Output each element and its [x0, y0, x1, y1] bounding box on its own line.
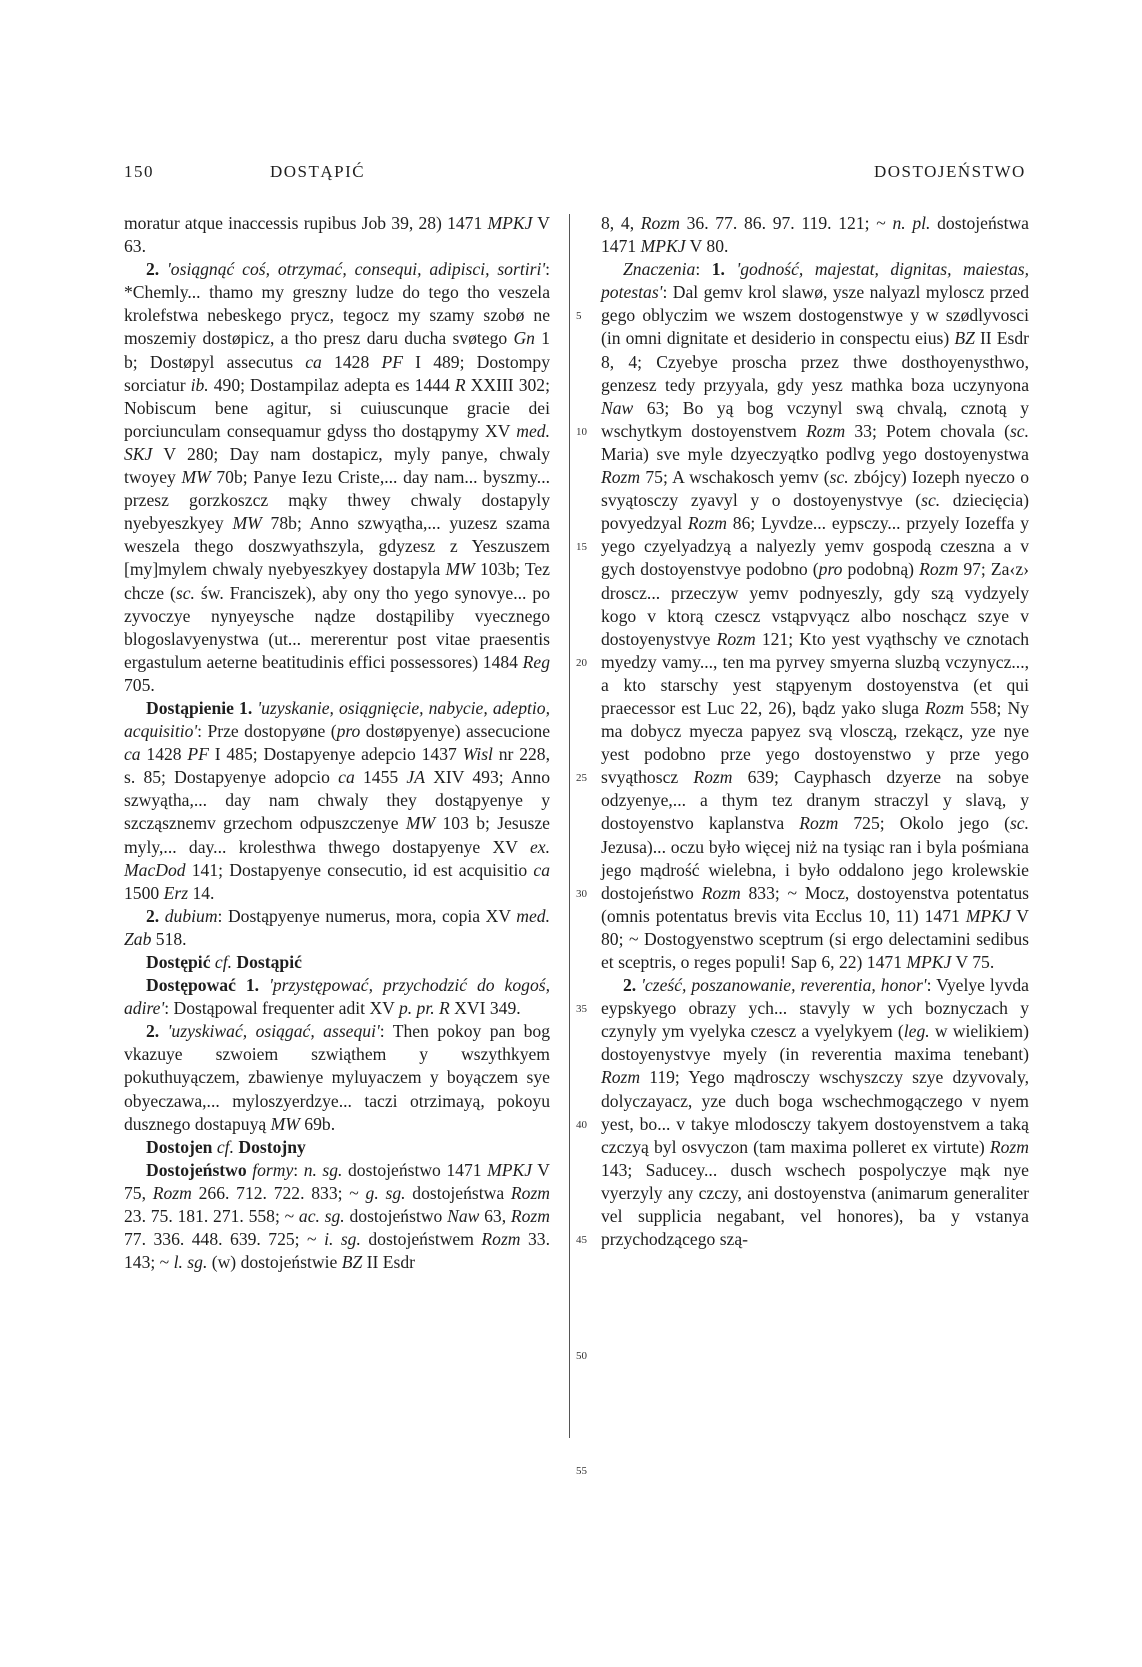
italic-text: MPKJ: [487, 213, 533, 233]
line-number: 10: [576, 425, 587, 438]
entry-text: V 280; Day nam dostapicz, myly panye, chwaly twoyey: [124, 443, 550, 488]
entry-text: : Vyelye lyvda eypskyego obrazy ych... stavyly w ych boznyczach y czynyly ym vyelyka czescz a vyelykyem (: [601, 975, 1029, 1042]
dictionary-paragraph: [124, 212, 550, 258]
italic-text: 'przystępować, przychodzić do kogoś, adire': [124, 975, 550, 1019]
italic-text: pro: [818, 559, 843, 580]
entry-text: 1428: [321, 351, 382, 372]
entry-text: dostojeństwa 1471: [601, 213, 1029, 257]
entry-text: 1 b; Dostøpyl assecutus: [124, 328, 551, 372]
entry-text: :: [293, 1159, 304, 1180]
italic-text: Rozm: [693, 767, 733, 788]
italic-text: sc.: [829, 467, 849, 488]
italic-text: cf.: [216, 1136, 234, 1157]
dictionary-paragraph: [124, 697, 550, 905]
entry-text: św. Franciszek), aby ony tho yego synovye... po zyvoczye nynyeysche nądze dostąpiliby vyecznego blogoslavyenystwa (ut... mererentur post vitae praesentis ergastulum aeterne beatitudinis effici possessores) 1484: [124, 582, 550, 672]
line-number: 15: [576, 541, 587, 554]
entry-text: : Prze dostopyøne (: [197, 721, 337, 742]
entry-text: XVI 349.: [449, 998, 521, 1019]
entry-text: dostøpyenye) assecucione: [360, 721, 551, 742]
italic-text: MPKJ: [906, 952, 952, 972]
italic-text: Rozm: [152, 1182, 192, 1203]
entry-text: 86; Lyvdze... eypsczy... przyely Iozeffa y yego czyelyadzyą a nalyezly yemv gospodą czeszna a v gych dostoyenstvye podobno (: [601, 513, 1030, 580]
entry-text: 33; Potem chovala (: [845, 420, 1010, 441]
italic-text: Rozm: [481, 1229, 521, 1250]
entry-text: XIV 493; Anno szwyątha,... day nam chwaly they dostąpyenye y szcząsznemv grzechom odpuszczenye: [124, 767, 551, 834]
italic-text: Rozm: [989, 1136, 1029, 1157]
italic-text: ca: [124, 744, 141, 765]
italic-text: Naw: [447, 1206, 480, 1227]
entry-text: 141; Dostapyenye consecutio, id est acquisitio: [185, 859, 534, 880]
dictionary-paragraph: [601, 212, 1029, 258]
entry-text: 1428: [140, 744, 188, 765]
dictionary-paragraph: [124, 905, 550, 951]
entry-text: 103 b; Jesusze myly,... day... krolesthwa thwego dostapyenye XV: [124, 813, 550, 857]
italic-text: Rozm: [510, 1206, 550, 1227]
entry-text: V 75,: [124, 1159, 550, 1203]
entry-text: w wielikiem) dostoyenystvye myely (in reverentia maxima tenebant): [601, 1021, 1029, 1065]
entry-text: 143; Saducey... dusch wschech pospolyczye mąk nye vyerzyly any czczy, ani dostoyenstva (animarum generaliter vel supplicia negabant, vel honores), ba y vstanya przychodzącego szą-: [601, 1159, 1029, 1250]
entry-text: 70b; Panye Iezu Criste,... day nam... byszmy... przesz gorzkoszcz mąky thwey chwaly dostapyly nyebyeszkyey: [124, 467, 550, 534]
entry-text: (w) dostojeństwie: [207, 1252, 342, 1273]
italic-text: Rozm: [925, 697, 965, 718]
entry-text: 119; Yego mądrosczy wschyszczy szye dzyvovaly, dolyczayacz, yze duch boga wschechmogączego v nyem yest, bo... v takye mlodosczy takyem dostoyenstvem a taką czczyą byl osvyczon (tam maxima polleret ex virtute): [601, 1067, 1029, 1157]
entry-text: 33. 143; ~: [124, 1229, 550, 1273]
italic-text: MW: [232, 513, 262, 534]
dictionary-paragraph: [124, 1020, 550, 1135]
entry-text: : Dostąpyenye numerus, mora, copia XV: [217, 905, 517, 926]
italic-text: PF: [187, 744, 209, 765]
italic-text: R: [454, 374, 466, 395]
right-running-head: DOSTOJEŃSTWO: [874, 162, 1026, 181]
entry-text: 725; Okolo jego (: [838, 813, 1010, 834]
headword-text: Dostąpić: [236, 952, 302, 972]
headword-text: 2.: [146, 905, 160, 926]
headword-text: 2.: [623, 975, 637, 996]
italic-text: p. pr. R: [398, 998, 450, 1019]
italic-text: med. SKJ: [124, 420, 550, 464]
italic-text: ca: [305, 351, 322, 372]
entry-text: dostojeństwa: [405, 1182, 511, 1203]
left-running-head: DOSTĄPIĆ: [270, 162, 366, 181]
headword-text: 2.: [146, 259, 160, 280]
italic-text: PF: [381, 351, 403, 372]
italic-text: Znaczenia: [623, 259, 696, 280]
italic-text: Rozm: [799, 813, 839, 834]
entry-text: I 485; Dostapyenye adepcio 1437: [208, 744, 463, 765]
italic-text: Rozm: [640, 213, 680, 233]
headword-text: 2.: [146, 1021, 160, 1042]
entry-text: 103b; Tez chcze (: [124, 559, 550, 603]
right-column: [601, 212, 1029, 1251]
italic-text: Wisl: [462, 744, 493, 765]
line-number: 35: [576, 1003, 587, 1016]
italic-text: Rozm: [716, 628, 756, 649]
entry-text: :: [695, 259, 712, 280]
line-number: 25: [576, 772, 587, 785]
italic-text: 'uzyskiwać, osiągać, assequi': [167, 1021, 380, 1042]
italic-text: dubium: [164, 905, 218, 926]
entry-text: V 75.: [951, 952, 995, 972]
italic-text: cf.: [214, 952, 233, 972]
entry-text: 97; Za‹z› droscz... przeczyw yemv podnyeszly, gdy szą vydzyely kogo v ktorą czescz vstąpvyącz albo noschącz szye v dostoyenystvye: [601, 559, 1029, 649]
entry-text: : Then pokoy pan bog vkazuye szwoiem szwiąthem y wszythkyem pokuthuyączem, zbawienye myluyaczem y boyączem sye obyeczawa,... myloszyerdzye... taczi otrzimayą, pokoyu dusznego dostapuyą: [124, 1021, 550, 1134]
italic-text: Rozm: [601, 1067, 641, 1088]
entry-text: 36. 77. 86. 97. 119. 121; ~: [679, 213, 893, 233]
italic-text: Erz: [163, 882, 189, 903]
entry-text: 8, 4,: [601, 213, 641, 233]
line-number: 5: [576, 310, 582, 323]
italic-text: formy: [252, 1159, 294, 1180]
entry-text: zbójcy) Iozeph nyeczo o svyątosczy zyavyl y o dostoyenystvye (: [601, 467, 1029, 511]
entry-text: 23. 75. 181. 271. 558; ~: [124, 1206, 299, 1227]
italic-text: JA: [406, 767, 425, 788]
line-number: 40: [576, 1118, 587, 1131]
italic-text: ib.: [190, 374, 209, 395]
dictionary-paragraph: [124, 951, 550, 974]
italic-text: ex. MacDod: [124, 836, 550, 880]
entry-text: [159, 259, 167, 279]
italic-text: med. Zab: [124, 905, 550, 949]
entry-text: nr 228, s. 85; Dostapyenye adopcio: [124, 744, 550, 788]
page-number: 150: [124, 162, 154, 181]
italic-text: i. sg.: [324, 1229, 361, 1250]
entry-text: V 63.: [124, 213, 550, 257]
entry-text: 63,: [479, 1206, 511, 1227]
italic-text: MW: [445, 559, 475, 580]
italic-text: ac. sg.: [298, 1206, 345, 1227]
line-number: 45: [576, 1234, 587, 1247]
entry-text: 14.: [188, 882, 215, 903]
italic-text: n. pl.: [892, 213, 931, 233]
line-number: 50: [576, 1349, 587, 1362]
line-number: 20: [576, 656, 587, 669]
headword-text: Dostępić: [146, 952, 211, 972]
headword-text: Dostojen: [146, 1136, 213, 1157]
entry-text: dostojeństwem: [360, 1229, 482, 1250]
italic-text: BZ: [954, 328, 975, 349]
italic-text: MPKJ: [487, 1159, 533, 1180]
entry-text: podobną): [842, 559, 920, 580]
entry-text: 78b; Anno szwyątha,... yuzesz szama weszela thego doszwyathszyla, gdyzesz z Yeszuszem [my]mylem chwaly nyebyeszkyey dostapyla: [124, 513, 550, 580]
entry-text: : *Chemly... thamo my greszny ludze do tego tho veszela krolefstwa nebeskego prycz, tegocz my szamy szobø ne moszemiy dostøpicz, a tho presz daru ducha svøtego: [124, 259, 550, 349]
entry-text: [159, 1021, 167, 1041]
entry-text: : Dostąpowal frequenter adit XV: [164, 998, 399, 1019]
italic-text: MPKJ: [640, 236, 686, 257]
italic-text: leg.: [903, 1021, 930, 1042]
entry-text: Jezusa)... oczu było więcej niż na tysiąc ran i byla pośmiana jego mądrość wielebna, i było oddalono jego krolewskie dostojeństwo: [601, 836, 1029, 903]
italic-text: Rozm: [701, 882, 741, 903]
entry-text: [725, 259, 737, 279]
entry-text: 63; Bo yą bog vczynyl swą chvalą, cznotą y wschytkym dostoyenstvem: [601, 397, 1029, 441]
italic-text: g. sg.: [365, 1182, 406, 1203]
italic-text: pro: [336, 721, 361, 742]
italic-text: MW: [181, 467, 211, 488]
left-column: [124, 212, 550, 1274]
entry-text: 69b.: [299, 1113, 336, 1134]
dictionary-paragraph: [124, 258, 550, 697]
entry-text: 1455: [354, 767, 407, 788]
italic-text: BZ: [341, 1252, 363, 1273]
italic-text: Rozm: [510, 1182, 551, 1203]
entry-text: 833; ~ Mocz, dostoyenstva potentatus (omnis potentatus brevis vita Ecclus 10, 11) 1471: [601, 882, 1029, 926]
entry-text: 77. 336. 448. 639. 725; ~: [124, 1229, 325, 1250]
entry-text: : Dal gemv krol slawø, ysze nalyazl myloscz przed gego oblyczim we wszem dostogenstwye y w szødlyvosci (in omni dignitate et desiderio in conspectu eius): [601, 282, 1029, 349]
entry-text: [259, 975, 269, 995]
italic-text: ca: [533, 859, 550, 880]
italic-text: MPKJ: [965, 905, 1011, 926]
italic-text: sc.: [1009, 813, 1029, 834]
italic-text: Rozm: [806, 420, 846, 441]
entry-text: 121; Kto yest vyąthschy ve cznotach myedzy vamy..., ten ma pyrvey smyerna sluzbą vczynycz..., a kto starschy yest stąpyenym dostoyenstva (et qui praecessor est Luc 22, 26), bądz yako sluga: [601, 628, 1029, 718]
entry-text: 639; Cayphasch dzyerze na sobye odzyenye,... a thym tez dranym straczyl y slavą, y dostoyenstvo kaplanstva: [601, 767, 1029, 834]
entry-text: 558; Ny ma dobycz myecza papyez svą vlosczą, rzekącz, yze nye yest podobno prze yego dostoyenstwo y prze yego svyąthoscz: [601, 697, 1030, 788]
entry-text: II Esdr 8, 4; Czyebye proscha przez thwe dosthoyenysthwo, genzesz tedy przyyala, gdy yesz mathka boza uczynyona: [601, 328, 1029, 395]
entry-text: 705.: [124, 674, 155, 695]
headword-text: Dostępować 1.: [146, 975, 260, 996]
italic-text: Rozm: [601, 467, 641, 488]
entry-text: 75; A wschakosch yemv (: [640, 467, 830, 488]
entry-text: moratur atque inaccessis rupibus Job 39, 28) 1471: [124, 213, 488, 233]
entry-text: 266. 712. 722. 833; ~: [191, 1182, 366, 1203]
italic-text: Naw: [601, 397, 634, 418]
italic-text: n. sg.: [303, 1159, 343, 1180]
headword-text: Dostojny: [238, 1136, 306, 1157]
headword-text: 1.: [711, 259, 725, 280]
headword-text: Dostojeństwo: [146, 1159, 247, 1180]
italic-text: MW: [270, 1113, 300, 1134]
dictionary-paragraph: [124, 974, 550, 1020]
entry-text: dziecięcia) povyedzyal: [601, 490, 1029, 534]
entry-text: V 80; ~ Dostogyenstwo sceptrum (si ergo delectamini sedibus et sceptris, o reges populi! Sap 6, 22) 1471: [601, 905, 1029, 972]
italic-text: l. sg.: [173, 1252, 208, 1273]
entry-text: dostojeństwo 1471: [342, 1159, 488, 1180]
entry-text: V 80.: [685, 236, 729, 257]
italic-text: Rozm: [919, 559, 959, 580]
entry-text: 518.: [151, 928, 187, 949]
italic-text: ca: [338, 767, 355, 788]
italic-text: Rozm: [687, 513, 728, 534]
entry-text: dostojeństwo: [344, 1206, 448, 1227]
column-divider: [569, 214, 570, 1438]
dictionary-paragraph: [124, 1159, 550, 1274]
italic-text: Reg: [522, 651, 550, 672]
headword-text: Dostąpienie 1.: [146, 697, 253, 718]
italic-text: 'osiągnąć coś, otrzymać, consequi, adipisci, sortiri': [167, 259, 546, 280]
italic-text: sc.: [921, 490, 941, 511]
dictionary-paragraph: [601, 974, 1029, 1251]
dictionary-paragraph: [601, 258, 1029, 974]
entry-text: 490; Dostampilaz adepta es 1444: [208, 374, 455, 395]
entry-text: 1500: [124, 882, 164, 903]
italic-text: 'cześć, poszanowanie, reverentia, honor': [641, 975, 927, 996]
entry-text: II Esdr: [362, 1252, 416, 1273]
entry-text: Maria) sve myle dzyeczyątko podlvg yego dostoyenystwa: [601, 443, 1029, 464]
italic-text: sc.: [175, 582, 195, 603]
entry-text: XXIII 302; Nobiscum bene agitur, si cuiuscunque gracie dei porciunculam consequamur gdyss tho dostąpymy XV: [124, 374, 550, 441]
line-number: 55: [576, 1465, 587, 1478]
italic-text: sc.: [1009, 420, 1029, 441]
italic-text: 'uzyskanie, osiągnięcie, nabycie, adeptio, acquisitio': [124, 697, 550, 742]
line-number: 30: [576, 887, 587, 900]
italic-text: Gn: [513, 328, 535, 349]
dictionary-paragraph: [124, 1136, 550, 1159]
italic-text: 'godność, majestat, dignitas, maiestas, potestas': [601, 259, 1029, 303]
italic-text: MW: [405, 813, 436, 834]
entry-text: I 489; Dostompy sorciatur: [124, 351, 550, 395]
